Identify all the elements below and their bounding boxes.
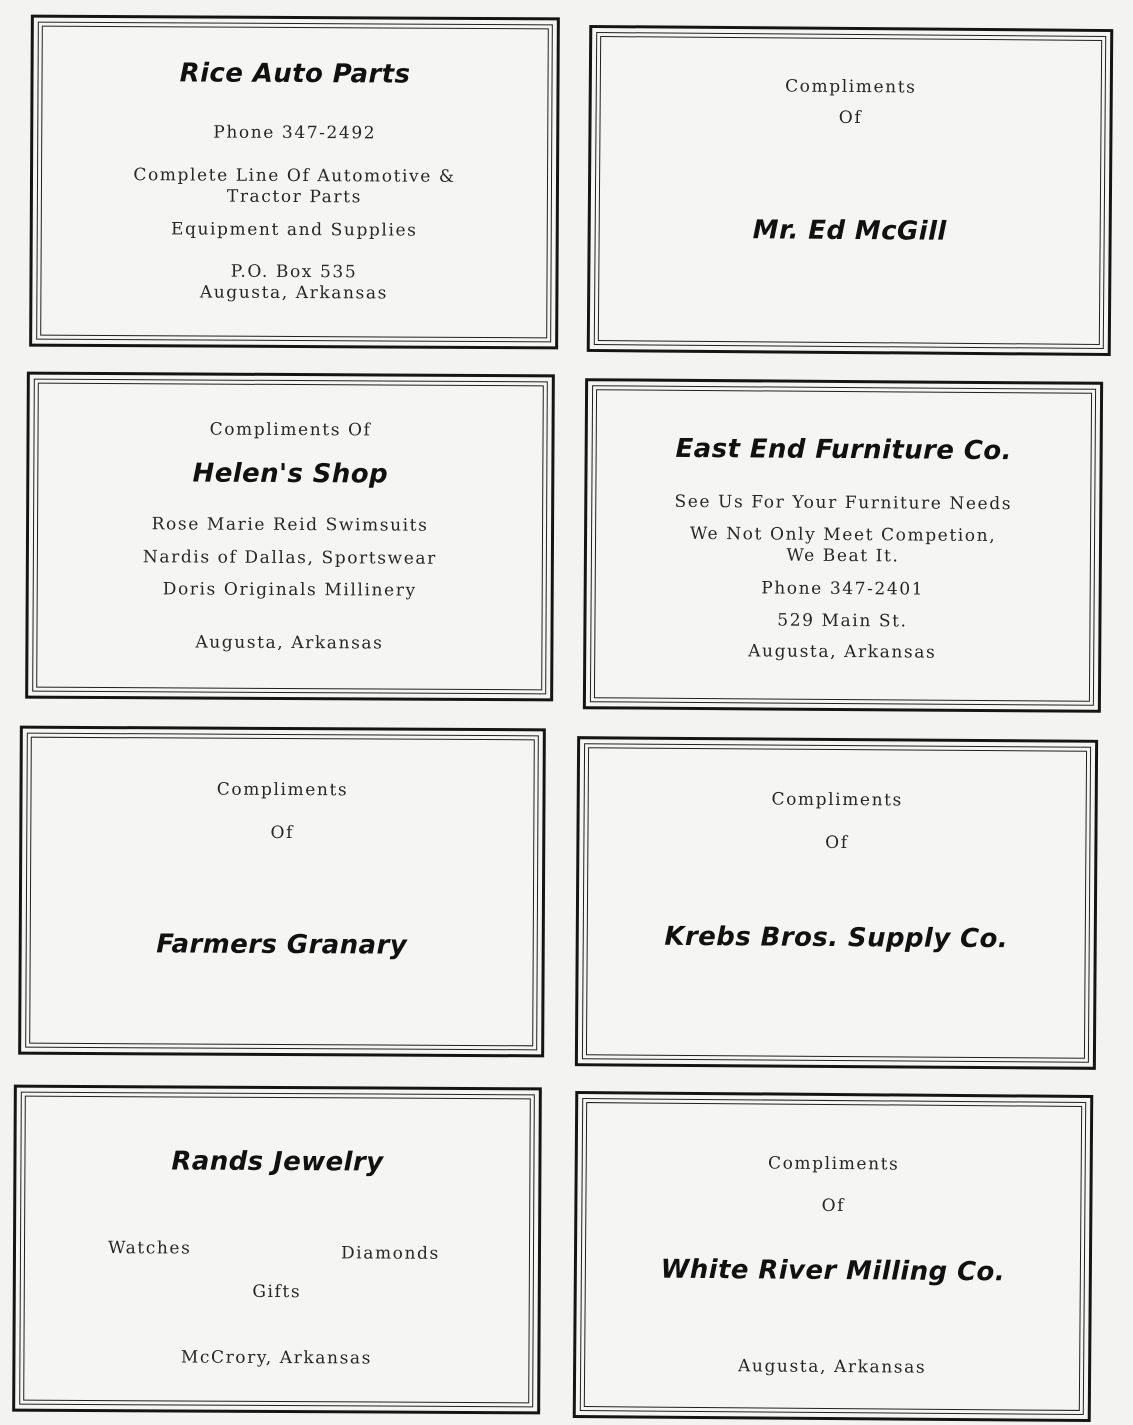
- description-line: Doris Originals Millinery: [162, 579, 417, 601]
- ad-rice-auto-parts: [29, 15, 560, 350]
- ad-ed-mcgill: [587, 25, 1114, 356]
- of-text: Of: [838, 107, 863, 129]
- description-line: We Beat It.: [786, 545, 900, 567]
- business-name: Helen's Shop: [192, 458, 389, 490]
- description-line: Equipment and Supplies: [170, 219, 418, 241]
- phone: Phone 347-2492: [213, 122, 377, 144]
- ad-east-end-furniture: [583, 378, 1103, 713]
- city: Augusta, Arkansas: [195, 632, 384, 654]
- city: McCrory, Arkansas: [180, 1347, 373, 1369]
- description-line: Nardis of Dallas, Sportswear: [142, 547, 437, 569]
- compliments-text: Compliments: [767, 1153, 900, 1175]
- description-line: Complete Line Of Automotive &: [133, 165, 456, 187]
- business-name: White River Milling Co.: [660, 1254, 1006, 1288]
- ad-helens-shop: [25, 372, 555, 702]
- business-name: East End Furniture Co.: [675, 433, 1012, 467]
- ad-rands-jewelry: [12, 1085, 542, 1415]
- business-name: Rice Auto Parts: [179, 58, 411, 90]
- compliments-text: Compliments Of: [209, 419, 372, 441]
- city: Augusta, Arkansas: [737, 1356, 927, 1378]
- description-line: See Us For Your Furniture Needs: [674, 491, 1013, 515]
- compliments-text: Compliments: [785, 76, 917, 98]
- description-line: We Not Only Meet Competion,: [689, 523, 997, 547]
- item-watches: Watches: [107, 1238, 192, 1259]
- business-name: Mr. Ed McGill: [752, 215, 947, 247]
- business-name: Rands Jewelry: [171, 1146, 384, 1178]
- compliments-text: Compliments: [771, 789, 903, 811]
- description-line: Tractor Parts: [226, 186, 362, 208]
- of-text: Of: [270, 822, 295, 844]
- of-text: Of: [825, 832, 849, 854]
- ad-krebs-bros: [575, 736, 1098, 1070]
- city: Augusta, Arkansas: [199, 282, 389, 304]
- ad-farmers-granary: [18, 726, 546, 1058]
- address: 529 Main St.: [777, 610, 908, 632]
- compliments-text: Compliments: [216, 779, 349, 801]
- business-name: Krebs Bros. Supply Co.: [664, 921, 1009, 955]
- description-line: Rose Marie Reid Swimsuits: [151, 514, 429, 536]
- item-diamonds: Diamonds: [340, 1243, 440, 1264]
- city: Augusta, Arkansas: [748, 641, 937, 663]
- ad-white-river-milling: [573, 1091, 1094, 1422]
- business-name: Farmers Granary: [156, 929, 408, 961]
- of-text: Of: [821, 1195, 846, 1217]
- phone: Phone 347-2401: [761, 578, 925, 600]
- address: P.O. Box 535: [230, 261, 358, 283]
- item-gifts: Gifts: [252, 1281, 302, 1303]
